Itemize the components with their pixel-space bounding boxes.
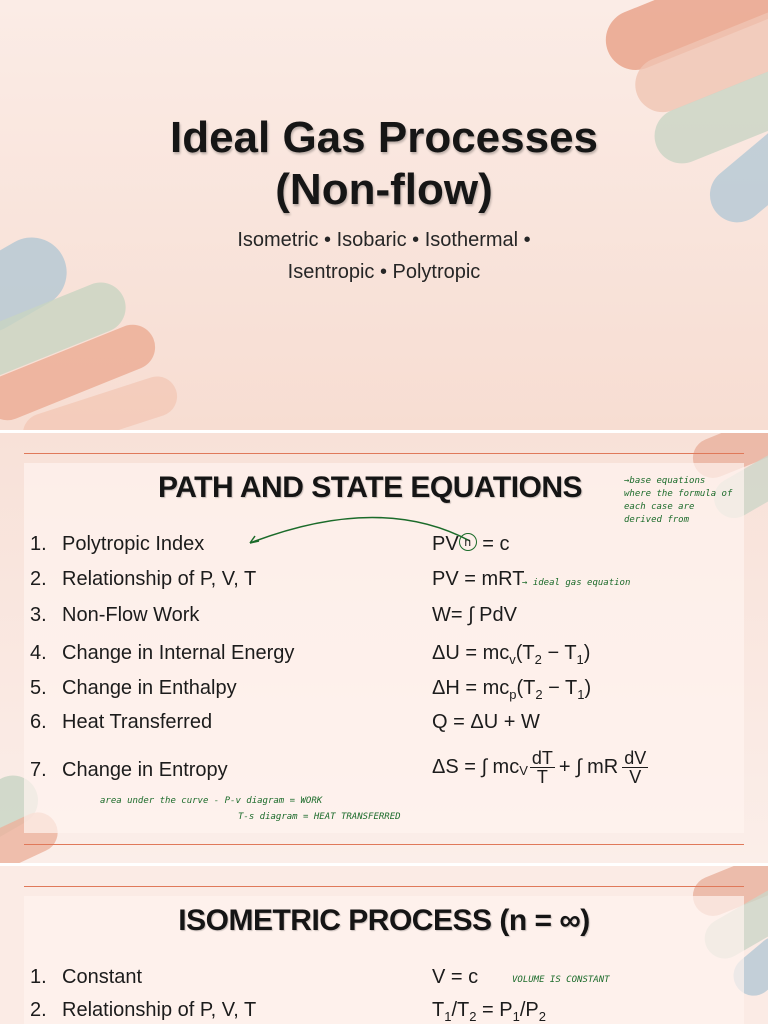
list-item [30,677,730,707]
eq-part: /P [519,999,539,1021]
eq-part: + ∫ mR [558,755,619,778]
eq-subscript: 1 [512,1009,520,1024]
section-heading: PATH AND STATE EQUATIONS [157,471,583,504]
eq-subscript: 1 [444,1009,452,1024]
eq-subscript: p [509,687,517,702]
item-label: Relationship of P, V, T [62,999,257,1021]
cover-subtitle-line2: Isentropic • Polytropic [287,261,481,283]
item-number: 1. [30,966,47,988]
eq-part: ΔS = ∫ mc [432,755,520,778]
list-item [30,533,730,563]
fraction-denominator: T [536,766,548,787]
eq-part: ) [583,642,591,664]
item-equation: PV = mRT [432,568,525,590]
eq-part: T [432,999,445,1021]
list-item [30,642,730,672]
eq-part: (T [515,642,535,664]
note-arrow: → [624,476,630,486]
eq-subscript: 1 [576,652,584,667]
eq-part: − T [541,642,577,664]
cover-title-line2: (Non-flow) [275,165,493,214]
item-label: Polytropic Index [62,533,205,555]
entropy-equation [432,745,650,789]
note-ts-diagram: T-s diagram = HEAT TRANSFERRED [238,812,401,822]
divider-line [24,886,744,887]
fraction-dV-V [622,749,648,786]
list-item [30,604,730,634]
divider-line [24,844,744,845]
item-label: Change in Entropy [62,759,228,781]
item-number: 3. [30,604,47,626]
item-number: 2. [30,999,47,1021]
circled-exponent: n [459,533,477,551]
eq-subscript: 2 [535,687,543,702]
eq-part: (T [516,677,536,699]
eq-part: ΔH = mc [432,677,510,699]
item-label: Change in Enthalpy [62,677,237,699]
note-volume-constant: VOLUME IS CONSTANT [512,975,610,985]
item-number: 6. [30,711,47,733]
item-label: Relationship of P, V, T [62,568,257,590]
cover-title-line1: Ideal Gas Processes [169,113,599,162]
list-item [30,711,730,741]
eq-part: = P [476,999,513,1021]
item-label: Non-Flow Work [62,604,200,626]
item-label: Change in Internal Energy [62,642,295,664]
note-text: ideal gas equation [532,578,631,588]
eq-subscript: 2 [538,1009,546,1024]
item-number: 7. [30,759,47,781]
item-equation: Q = ΔU + W [432,711,540,733]
list-item [30,966,730,996]
fraction-numerator: dT [531,747,553,768]
item-number: 1. [30,533,47,555]
note-text: derived from [624,515,690,525]
item-label: Constant [62,966,143,988]
item-number: 2. [30,568,47,590]
eq-subscript: 1 [577,687,585,702]
list-item [30,999,730,1024]
item-equation [432,642,590,667]
path-state-slide [0,433,768,863]
eq-part: PV [432,533,459,555]
fraction-denominator: V [629,766,642,787]
fraction-dT-T [530,749,555,786]
eq-part: ΔU = mc [432,642,510,664]
fraction-numerator: dV [624,747,647,768]
eq-part: ) [584,677,592,699]
note-ideal-gas: → ideal gas equation [522,578,631,588]
note-area-under-curve: area under the curve - P-v diagram = WORK [100,796,323,806]
note-text: where the formula of [624,489,733,499]
item-equation [432,677,591,702]
eq-part: /T [451,999,470,1021]
note-text: base equations [629,476,706,486]
divider-line [24,453,744,454]
eq-subscript: v [509,652,516,667]
item-number: 4. [30,642,47,664]
item-equation [432,533,509,556]
note-text: each case are [624,502,695,512]
cover-slide [0,0,768,430]
item-label: Heat Transferred [62,711,213,733]
item-equation: W= ∫ PdV [432,604,517,626]
cover-subtitle-line1: Isometric • Isobaric • Isothermal • [237,229,531,251]
item-equation [432,999,546,1024]
eq-subscript: 2 [469,1009,477,1024]
eq-part: = c [476,533,510,555]
eq-part: − T [542,677,578,699]
item-equation: V = c [432,966,479,988]
isometric-slide [0,866,768,1024]
eq-subscript: V [519,762,528,778]
eq-subscript: 2 [534,652,542,667]
item-number: 5. [30,677,47,699]
section-heading: ISOMETRIC PROCESS (n = ∞) [178,904,590,937]
